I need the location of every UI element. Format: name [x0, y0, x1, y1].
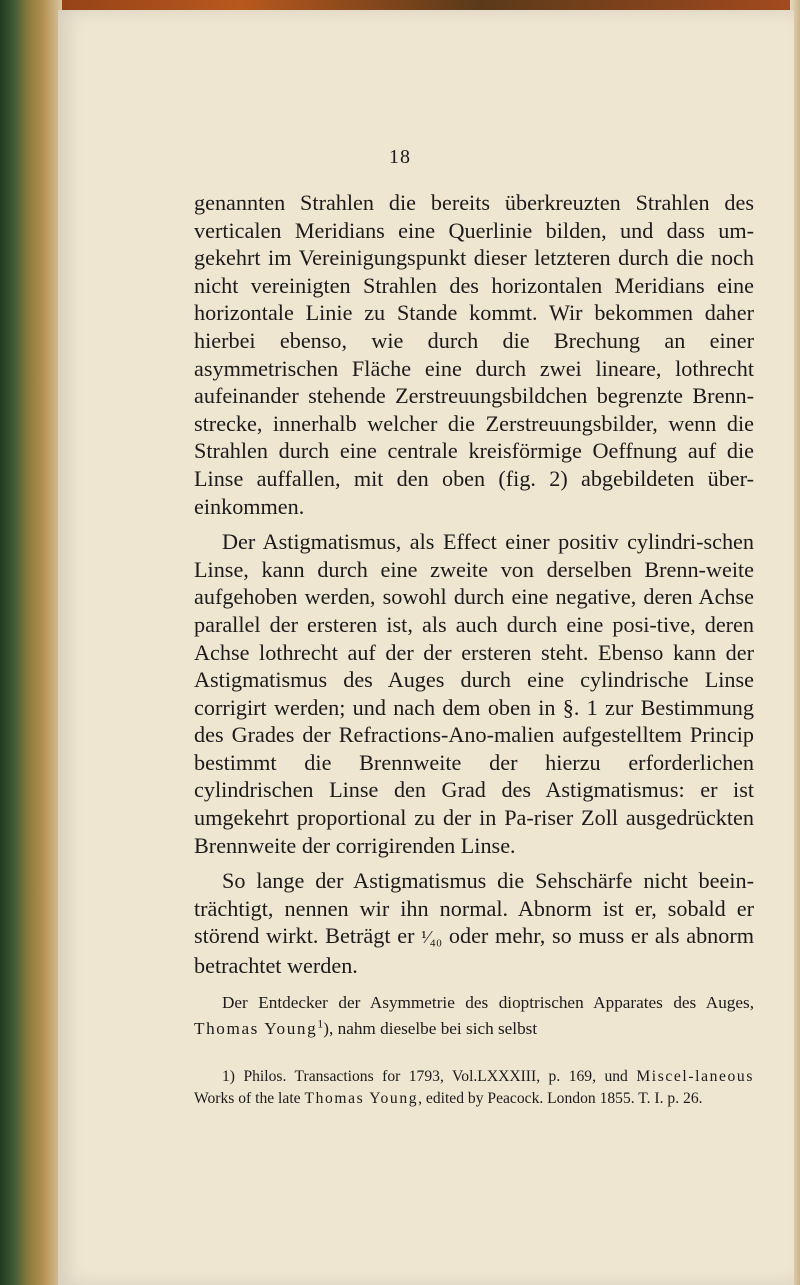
paragraph-3: [194, 867, 754, 979]
paragraph-1: genannten Strahlen die bereits überkreuzten Strahlen des verticalen Meridians eine Querlinie bilden, und dass um-gekehrt im Vereinigungspunkt dieser letzteren durch die noch nicht vereinigten Strahlen des horizontalen Meridians eine horizontale Linie zu Stande kommt. Wir bekommen daher hierbei ebenso, wie durch die Brechung an einer asymmetrischen Fläche eine durch zwei lineare, lothrecht aufeinander stehende Zerstreuungsbildchen begrenzte Brenn-strecke, innerhalb welcher die Zerstreuungsbilder, wenn die Strahlen durch eine centrale kreisförmige Oeffnung auf die Linse auffallen, mit den oben (fig. 2) abgebildeten über-einkommen.: [194, 190, 754, 519]
footnote-text-mid: Works of the late: [194, 1089, 305, 1107]
small-paragraph-name: Thomas Young: [194, 1018, 318, 1038]
paragraph-3-text-before: So lange der Astigmatismus die Sehschärfe nicht beein-trächtigt, nennen wir ihn normal. Abnorm ist er, sobald er störend wirkt. Beträgt er: [194, 868, 754, 949]
small-paragraph-text-before: Der Entdecker der Asymmetrie des dioptrischen Apparates des Auges,: [222, 992, 754, 1012]
body-text: [194, 189, 754, 1125]
page-number: 18: [389, 146, 411, 168]
footnote-name: Thomas Young: [304, 1089, 419, 1107]
footnote-mark: 1: [317, 1015, 324, 1030]
fraction: ¹⁄₄₀: [421, 927, 443, 948]
paragraph-3-text-after: oder mehr, so muss er als abnorm betrachtet werden.: [194, 923, 754, 979]
footnote-text-before: 1) Philos. Transactions for 1793, Vol.LXXXIII, p. 169, und: [222, 1067, 637, 1085]
small-paragraph: [194, 990, 754, 1042]
book-binding: [0, 0, 62, 1285]
footnote-spaced-word: Miscel-laneous: [636, 1067, 754, 1085]
footnote-rule: [194, 1059, 304, 1060]
footnote: [194, 1066, 754, 1110]
paragraph-2: Der Astigmatismus, als Effect einer positiv cylindri-schen Linse, kann durch eine zweite von derselben Brenn-weite aufgehoben werden, sowohl durch eine negative, deren Achse parallel der ersteren ist, als auch durch eine posi-tive, deren Achse lothrecht auf der der ersteren steht. Ebenso kann der Astigmatismus des Auges durch eine cylindrische Linse corrigirt werden; und nach dem oben in §. 1 zur Bestimmung des Grades der Refractions-Ano-malien aufgestelltem Princip bestimmt die Brennweite der hierzu erforderlichen cylindrischen Linse den Grad des Astigmatismus: er ist umgekehrt proportional zu der in Pa-riser Zoll ausgedrückten Brennweite der corrigirenden Linse.: [194, 529, 754, 858]
small-paragraph-text-after: ), nahm dieselbe bei sich selbst: [323, 1018, 538, 1038]
footnote-text-after: , edited by Peacock. London 1855. T. I. p. 26.: [418, 1089, 703, 1107]
